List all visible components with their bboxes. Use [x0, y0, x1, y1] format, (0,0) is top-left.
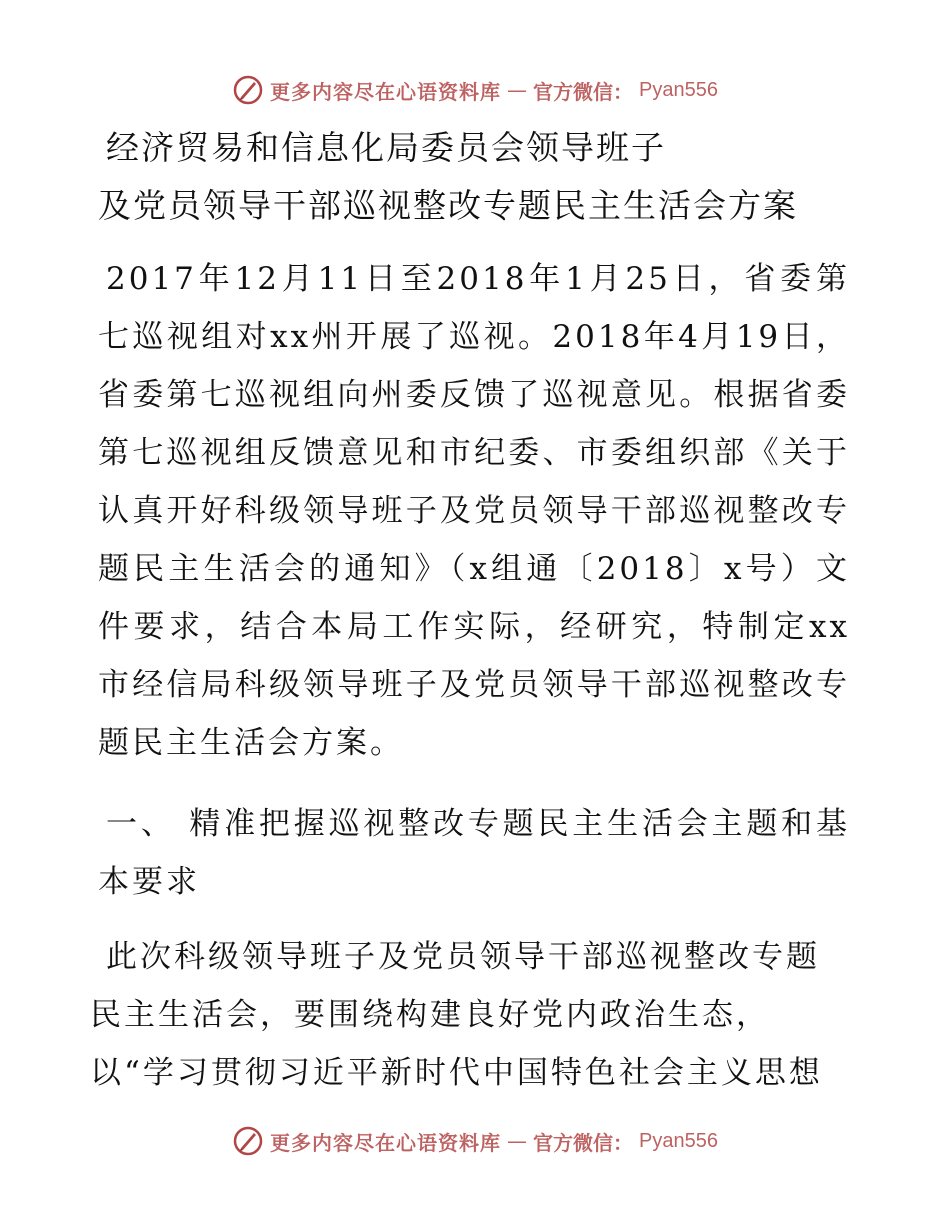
- watermark-wechat-id: Pyan556: [639, 1129, 718, 1152]
- watermark-text: 更多内容尽在心语资料库: [270, 79, 502, 104]
- document-title-line-1: 经济贸易和信息化局委员会领导班子: [106, 128, 666, 167]
- watermark-label: 官方微信：: [533, 79, 634, 104]
- paragraph-line: 此次科级领导班子及党员领导干部巡视整改专题: [106, 939, 820, 975]
- section-1-paragraph: [90, 928, 850, 1102]
- watermark-footer: [0, 1121, 950, 1161]
- quill-logo-icon: [232, 1125, 264, 1157]
- intro-paragraph: 2017年12月11日至2018年1月25日，省委第七巡视组对xx州开展了巡视。2018年4月19日，省委第七巡视组向州委反馈了巡视意见。根据省委第七巡视组反馈意见和市纪委、市委组织部《关于认真开好科级领导班子及党员领导干部巡视整改专题民主生活会的通知》（x组通〔2018〕x号）文件要求，结合本局工作实际，经研究，特制定xx市经信局科级领导班子及党员领导干部巡视整改专题民主生活会方案。: [98, 261, 850, 761]
- paragraph-line: 以“学习贯彻习近平新时代中国特色社会主义思想: [90, 1055, 823, 1091]
- document-title-line-2: 及党员领导干部巡视整改专题民主生活会方案: [98, 186, 798, 225]
- section-heading-1: 一、 精准把握巡视整改专题民主生活会主题和基本要求: [98, 806, 850, 900]
- quill-logo-icon: [232, 74, 264, 106]
- watermark-separator: —: [507, 1129, 528, 1153]
- watermark-text: 更多内容尽在心语资料库: [270, 1130, 502, 1155]
- paragraph-line: 民主生活会，要围绕构建良好党内政治生态，: [90, 997, 770, 1033]
- watermark-header: [0, 70, 950, 110]
- watermark-separator: —: [507, 78, 528, 102]
- watermark-wechat-id: Pyan556: [639, 78, 718, 101]
- watermark-label: 官方微信：: [533, 1130, 634, 1155]
